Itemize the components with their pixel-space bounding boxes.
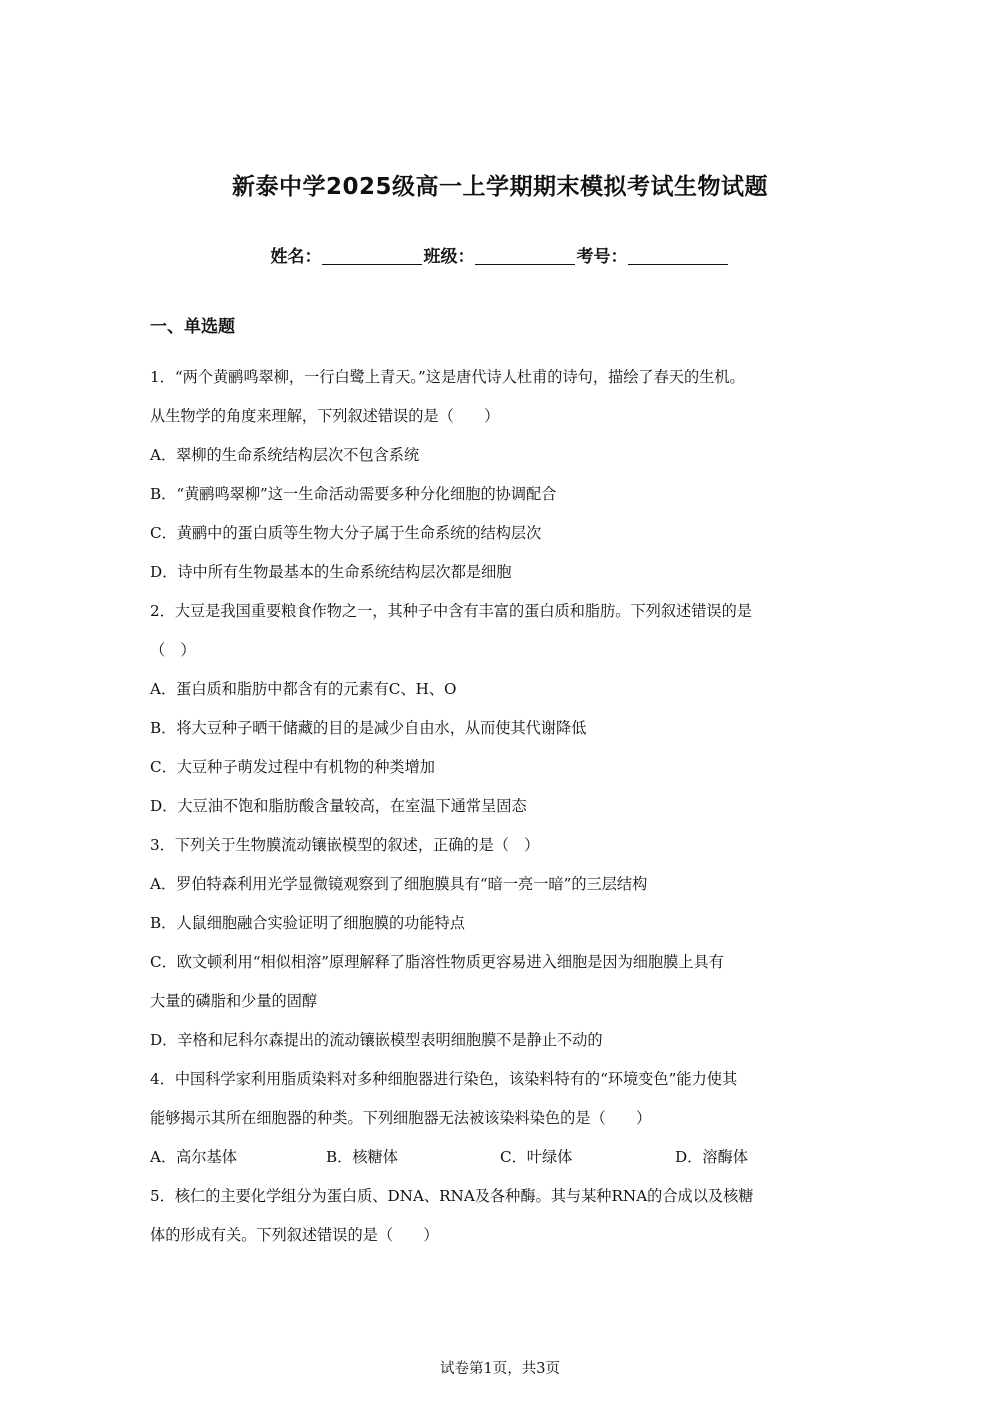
question-3-option-d: D．辛格和尼科尔森提出的流动镶嵌模型表明细胞膜不是静止不动的 [150,1031,603,1049]
question-2-option-c: C．大豆种子萌发过程中有机物的种类增加 [150,758,435,776]
question-1-option-d: D．诗中所有生物最基本的生命系统结构层次都是细胞 [150,563,512,581]
question-1-option-a: A．翠柳的生命系统结构层次不包含系统 [150,446,420,464]
question-4-option-b: B．核糖体 [326,1148,398,1166]
student-info-fields [0,242,1000,267]
exam-no-label: 考号： [576,247,628,267]
question-1-stem-line-2: 从生物学的角度来理解，下列叙述错误的是（ ） [150,407,500,425]
question-3-option-c-line-2: 大量的磷脂和少量的固醇 [150,992,318,1010]
question-3-option-b: B．人鼠细胞融合实验证明了细胞膜的功能特点 [150,914,465,932]
section-title: 一、单选题 [150,317,235,337]
question-4-option-a: A．高尔基体 [150,1148,237,1166]
question-4-option-d: D．溶酶体 [675,1148,748,1166]
name-blank[interactable] [322,246,422,265]
question-2-option-a: A．蛋白质和脂肪中都含有的元素有C、H、O [150,680,457,698]
question-2-option-b: B．将大豆种子晒干储藏的目的是减少自由水，从而使其代谢降低 [150,719,587,737]
question-3-option-a: A．罗伯特森利用光学显微镜观察到了细胞膜具有“暗一亮一暗”的三层结构 [150,875,648,893]
question-3-option-c-line-1: C．欧文顿利用“相似相溶”原理解释了脂溶性物质更容易进入细胞是因为细胞膜上具有 [150,953,724,971]
question-5-stem-line-2: 体的形成有关。下列叙述错误的是（ ） [150,1226,439,1244]
name-label: 姓名： [270,247,322,267]
class-blank[interactable] [475,246,575,265]
page-title: 新泰中学2025级高一上学期期末模拟考试生物试题 [231,174,768,200]
question-4-stem-line-1: 4．中国科学家利用脂质染料对多种细胞器进行染色，该染料特有的“环境变色”能力使其 [150,1070,738,1088]
question-1-stem-line-1: 1．“两个黄鹂鸣翠柳，一行白鹭上青天。”这是唐代诗人杜甫的诗句，描绘了春天的生机。 [150,368,745,386]
page-footer: 试卷第1页，共3页 [440,1361,560,1377]
question-2-stem-line-1: 2．大豆是我国重要粮食作物之一，其种子中含有丰富的蛋白质和脂肪。下列叙述错误的是 [150,602,752,620]
question-2-option-d: D．大豆油不饱和脂肪酸含量较高，在室温下通常呈固态 [150,797,527,815]
question-3-stem: 3．下列关于生物膜流动镶嵌模型的叙述，正确的是（ ） [150,836,540,854]
question-1-option-c: C．黄鹂中的蛋白质等生物大分子属于生命系统的结构层次 [150,524,542,542]
question-4-stem-line-2: 能够揭示其所在细胞器的种类。下列细胞器无法被该染料染色的是（ ） [150,1109,652,1127]
question-4-option-c: C．叶绿体 [500,1148,573,1166]
question-2-stem-line-2: （ ） [150,641,196,659]
exam-no-blank[interactable] [628,246,728,265]
question-5-stem-line-1: 5．核仁的主要化学组分为蛋白质、DNA、RNA及各种酶。其与某种RNA的合成以及核糖 [150,1187,754,1205]
class-label: 班级： [423,247,475,267]
question-1-option-b: B．“黄鹂鸣翠柳”这一生命活动需要多种分化细胞的协调配合 [150,485,557,503]
